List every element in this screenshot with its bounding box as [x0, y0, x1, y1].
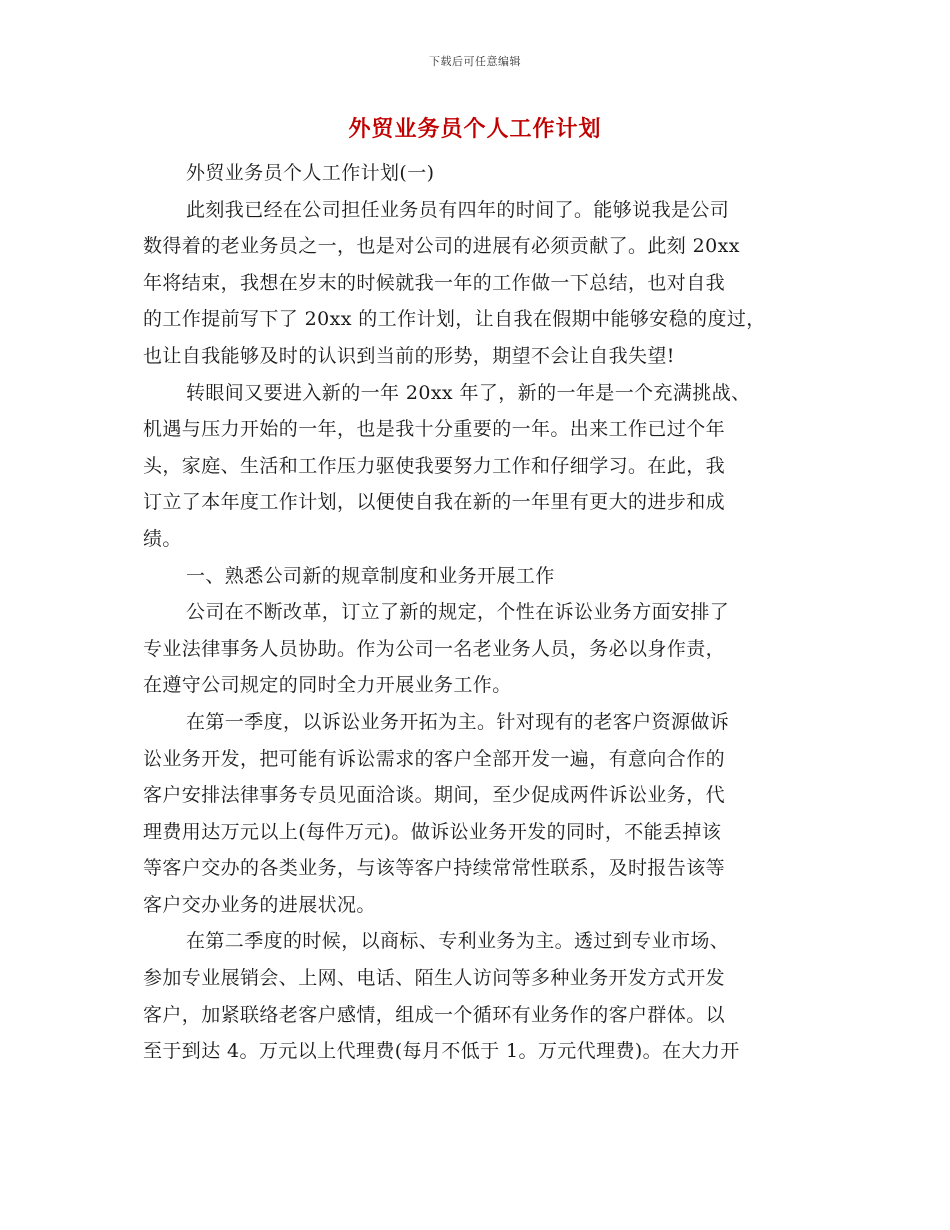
- text-line: 客户，加紧联络老客户感情，组成一个循环有业务作的客户群体。以: [143, 1003, 726, 1026]
- text-line: 专业法律事务人员协助。作为公司一名老业务人员，务必以身作责，: [143, 637, 726, 660]
- header-note: 下载后可任意编辑: [429, 55, 521, 68]
- text-line: 也让自我能够及时的认识到当前的形势，期望不会让自我失望!: [143, 344, 675, 367]
- text-line: 订立了本年度工作计划，以便使自我在新的一年里有更大的进步和成: [143, 491, 726, 514]
- text-line: 此刻我已经在公司担任业务员有四年的时间了。能够说我是公司: [186, 198, 730, 221]
- text-line: 公司在不断改革，订立了新的规定，个性在诉讼业务方面安排了: [186, 601, 730, 624]
- text-line: 客户安排法律事务专员见面洽谈。期间，至少促成两件诉讼业务，代: [143, 784, 726, 807]
- text-line: 理费用达万元以上(每件万元)。做诉讼业务开发的同时，不能丢掉该: [143, 820, 722, 843]
- document-body: [143, 155, 811, 1070]
- text-line: 转眼间又要进入新的一年 20xx 年了，新的一年是一个充满挑战、: [186, 381, 751, 404]
- text-line: 至于到达 4。万元以上代理费(每月不低于 1。万元代理费)。在大力开: [143, 1040, 740, 1063]
- text-line: 绩。: [143, 527, 182, 550]
- text-line: 数得着的老业务员之一，也是对公司的进展有必须贡献了。此刻 20xx: [143, 235, 740, 258]
- text-line: 在第一季度，以诉讼业务开拓为主。针对现有的老客户资源做诉: [186, 710, 730, 733]
- text-line: 年将结束，我想在岁末的时候就我一年的工作做一下总结，也对自我: [143, 271, 726, 294]
- text-line: 外贸业务员个人工作计划(一): [186, 162, 435, 184]
- text-line: 一、熟悉公司新的规章制度和业务开展工作: [186, 564, 555, 587]
- text-line: 头，家庭、生活和工作压力驱使我要努力工作和仔细学习。在此，我: [143, 454, 726, 477]
- text-line: 讼业务开发，把可能有诉讼需求的客户全部开发一遍，有意向合作的: [143, 747, 726, 770]
- text-line: 在第二季度的时候，以商标、专利业务为主。透过到专业市场、: [186, 930, 730, 953]
- text-line: 等客户交办的各类业务，与该等客户持续常常性联系，及时报告该等: [143, 857, 726, 880]
- text-line: 客户交办业务的进展状况。: [143, 893, 376, 916]
- document-title: 外贸业务员个人工作计划: [348, 116, 602, 142]
- text-line: 参加专业展销会、上网、电话、陌生人访问等多种业务开发方式开发: [143, 967, 726, 990]
- text-line: 在遵守公司规定的同时全力开展业务工作。: [143, 674, 512, 697]
- text-line: 机遇与压力开始的一年，也是我十分重要的一年。出来工作已过个年: [143, 418, 726, 441]
- text-line: 的工作提前写下了 20xx 的工作计划，让自我在假期中能够安稳的度过，: [143, 308, 766, 331]
